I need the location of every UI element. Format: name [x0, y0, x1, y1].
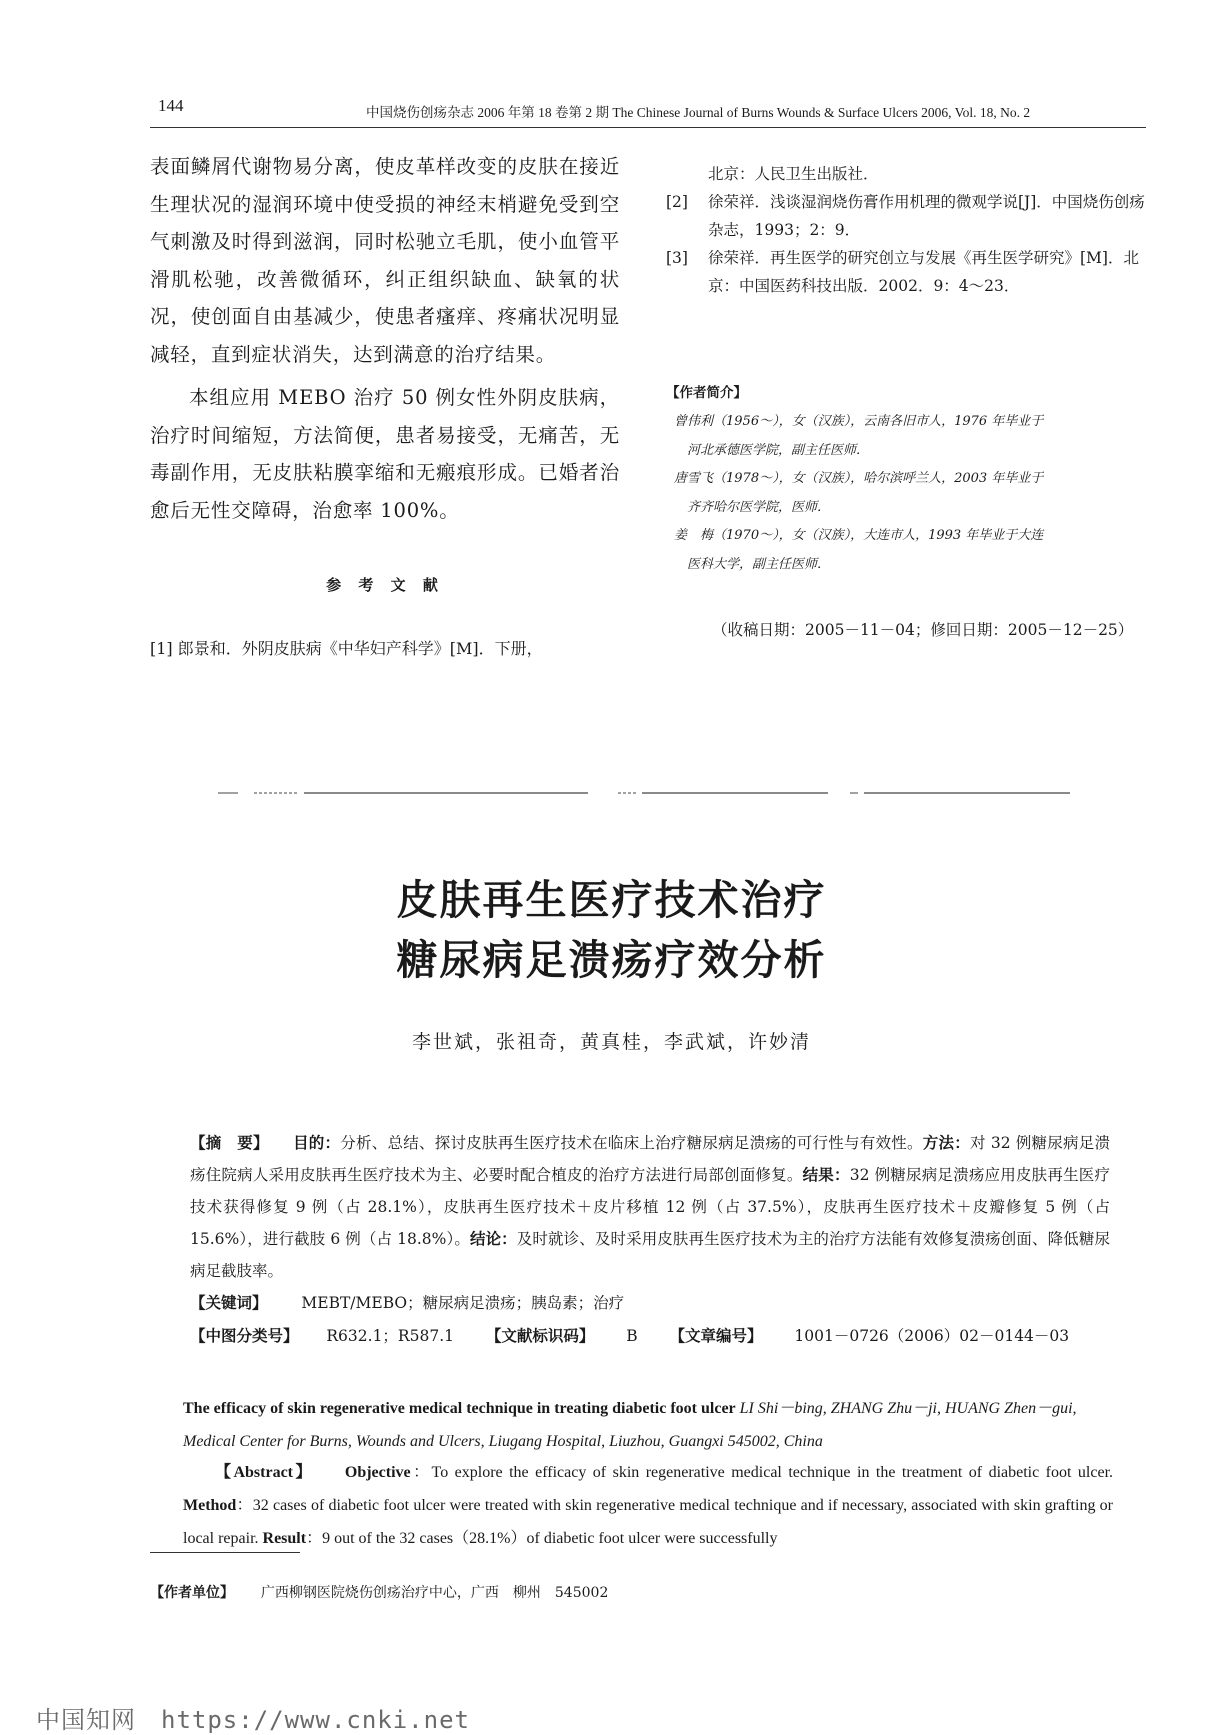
- affiliation-footnote: [150, 1582, 608, 1602]
- article-separator: [218, 790, 1070, 796]
- author-intro-heading: 【作者简介】: [666, 385, 747, 401]
- footnote-rule: [150, 1552, 300, 1553]
- keywords-label: 【关键词】: [190, 1293, 268, 1312]
- english-title-text: The efficacy of skin regenerative medical technique in treating diabetic foot ulcer: [183, 1400, 736, 1417]
- author-intro-line: 曾伟利（1956～），女（汉族），云南各旧市人，1976 年毕业于: [674, 414, 1044, 429]
- doc-code-label: 【文献标识码】: [485, 1326, 595, 1345]
- references-heading: 参 考 文 献: [326, 576, 444, 594]
- keywords: [190, 1291, 624, 1313]
- en-result-label: Result: [262, 1530, 307, 1547]
- references-continued: [666, 160, 1146, 300]
- conclusion-label: 结论：: [469, 1229, 517, 1248]
- affiliation-text: 广西柳钢医院烧伤创疡治疗中心，广西 柳州 545002: [260, 1585, 609, 1601]
- author-intro-list: [666, 408, 1146, 579]
- objective-label: 目的：: [293, 1133, 341, 1152]
- page-number: 144: [158, 96, 184, 115]
- reference-text: 徐荣祥．浅谈湿润烧伤膏作用机理的微观学说[J]．中国烧伤创疡杂志，1993；2：9．: [708, 193, 1145, 239]
- reference-3: [666, 244, 1146, 300]
- en-method-text: ：32 cases of diabetic foot ulcer were treated with skin regenerative medical technique and if necessary, associated with skin grafting or local repair.: [183, 1497, 1113, 1547]
- body-paragraph: 本组应用 MEBO 治疗 50 例女性外阴皮肤病，治疗时间缩短，方法简便，患者易接受，无痛苦，无毒副作用，无皮肤粘膜挛缩和无瘢痕形成。已婚者治愈后无性交障碍，治愈率 100%。: [150, 386, 620, 522]
- author-intro-line: 唐雪飞（1978～），女（汉族），哈尔滨呼兰人，2003 年毕业于: [674, 471, 1044, 486]
- reference-number: [2]: [666, 193, 688, 211]
- author-intro-line: 医科大学，副主任医师．: [687, 556, 831, 572]
- running-head: 中国烧伤创疡杂志 2006 年第 18 卷第 2 期 The Chinese Journal of Burns Wounds & Surface Ulcers 2006, Vol. 18, No. 2: [366, 105, 1031, 120]
- result-label: 结果：: [802, 1165, 850, 1184]
- clc-label: 【中图分类号】: [190, 1326, 299, 1345]
- abstract-label: 【摘 要】: [190, 1133, 269, 1152]
- reference-text: 郎景和．外阴皮肤病《中华妇产科学》[M]．下册，: [177, 639, 543, 658]
- english-abstract: [183, 1456, 1113, 1555]
- article-no-value: 1001－0726（2006）02－0144－03: [794, 1327, 1070, 1345]
- article-title: [0, 870, 1223, 990]
- title-line-1: 皮肤再生医疗技术治疗: [396, 876, 827, 924]
- previous-article-body: [150, 148, 620, 529]
- author-intro-line: 齐齐哈尔医学院，医师．: [687, 499, 831, 515]
- affiliation-label: 【作者单位】: [150, 1585, 234, 1601]
- objective-text: 分析、总结、探讨皮肤再生医疗技术在临床上治疗糖尿病足溃疡的可行性与有效性。: [340, 1134, 923, 1152]
- english-title: [183, 1392, 1113, 1458]
- method-text: 对 32 例糖尿病足溃疡住院病人采用皮肤再生医疗技术为主、必要时配合植皮的治疗方法进行局部创面修复。: [190, 1134, 1110, 1184]
- en-objective-label: Objective: [344, 1464, 411, 1481]
- chinese-abstract: [190, 1127, 1110, 1287]
- conclusion-text: 及时就诊、及时采用皮肤再生医疗技术为主的治疗方法能有效修复溃疡创面、降低糖尿病足截肢率。: [190, 1230, 1110, 1280]
- classification-line: [190, 1324, 1069, 1346]
- reference-1-continued: 北京：人民卫生出版社．: [708, 165, 879, 183]
- keywords-text: MEBT/MEBO；糖尿病足溃疡；胰岛素；治疗: [301, 1294, 625, 1312]
- english-authors: LI Shi－bing, ZHANG Zhu－ji, HUANG Zhen－gui, Medical Center for Burns, Wounds and Ulcers, Liugang Hospital, Liuzhou, Guangxi 545002, China: [183, 1400, 1077, 1450]
- en-result-text: ：9 out of the 32 cases（28.1%）of diabetic foot ulcer were successfully: [306, 1530, 778, 1547]
- en-objective-text: ：To explore the efficacy of skin regenerative medical technique in the treatment of diabetic foot ulcer.: [410, 1464, 1114, 1481]
- author-intro-line: 河北承德医学院，副主任医师．: [687, 442, 870, 458]
- article-no-label: 【文章编号】: [669, 1326, 763, 1345]
- result-text: 32 例糖尿病足溃疡应用皮肤再生医疗技术获得修复 9 例（占 28.1%），皮肤再生医疗技术＋皮片移植 12 例（占 37.5%），皮肤再生医疗技术＋皮瓣修复 5 例（占 15.6%），进行截肢 6 例（占 18.8%）。: [190, 1166, 1110, 1248]
- author-byline: 李世斌，张祖奇，黄真桂，李武斌，许妙清: [411, 1031, 811, 1053]
- reference-number: [3]: [666, 249, 688, 267]
- method-label: 方法：: [922, 1133, 970, 1152]
- reference-1: [150, 636, 630, 659]
- author-intro-line: 姜 梅（1970～），女（汉族），大连市人，1993 年毕业于大连: [674, 528, 1044, 543]
- reference-2: [666, 188, 1146, 244]
- cnki-watermark: 中国知网 https://www.cnki.net: [36, 1706, 470, 1734]
- doc-code-value: B: [626, 1327, 638, 1345]
- en-method-label: Method: [183, 1497, 237, 1514]
- en-abstract-label: 【Abstract】: [215, 1464, 314, 1481]
- reference-text: 徐荣祥．再生医学的研究创立与发展《再生医学研究》[M]．北京：中国医药科技出版．2002．9：4～23．: [708, 249, 1139, 295]
- body-paragraph: 表面鳞屑代谢物易分离，使皮革样改变的皮肤在接近生理状况的湿润环境中使受损的神经末梢避免受到空气刺激及时得到滋润，同时松驰立毛肌，使小血管平滑肌松驰，改善微循环，纠正组织缺血、缺氧的状况，使创面自由基减少，使患者瘙痒、疼痛状况明显减轻，直到症状消失，达到满意的治疗结果。: [150, 155, 620, 366]
- header-rule: [150, 127, 1146, 128]
- reference-number: [1]: [150, 639, 173, 658]
- clc-value: R632.1；R587.1: [326, 1327, 454, 1345]
- received-date: （收稿日期：2005－11－04；修回日期：2005－12－25）: [712, 621, 1134, 639]
- title-line-2: 糖尿病足溃疡疗效分析: [396, 936, 827, 984]
